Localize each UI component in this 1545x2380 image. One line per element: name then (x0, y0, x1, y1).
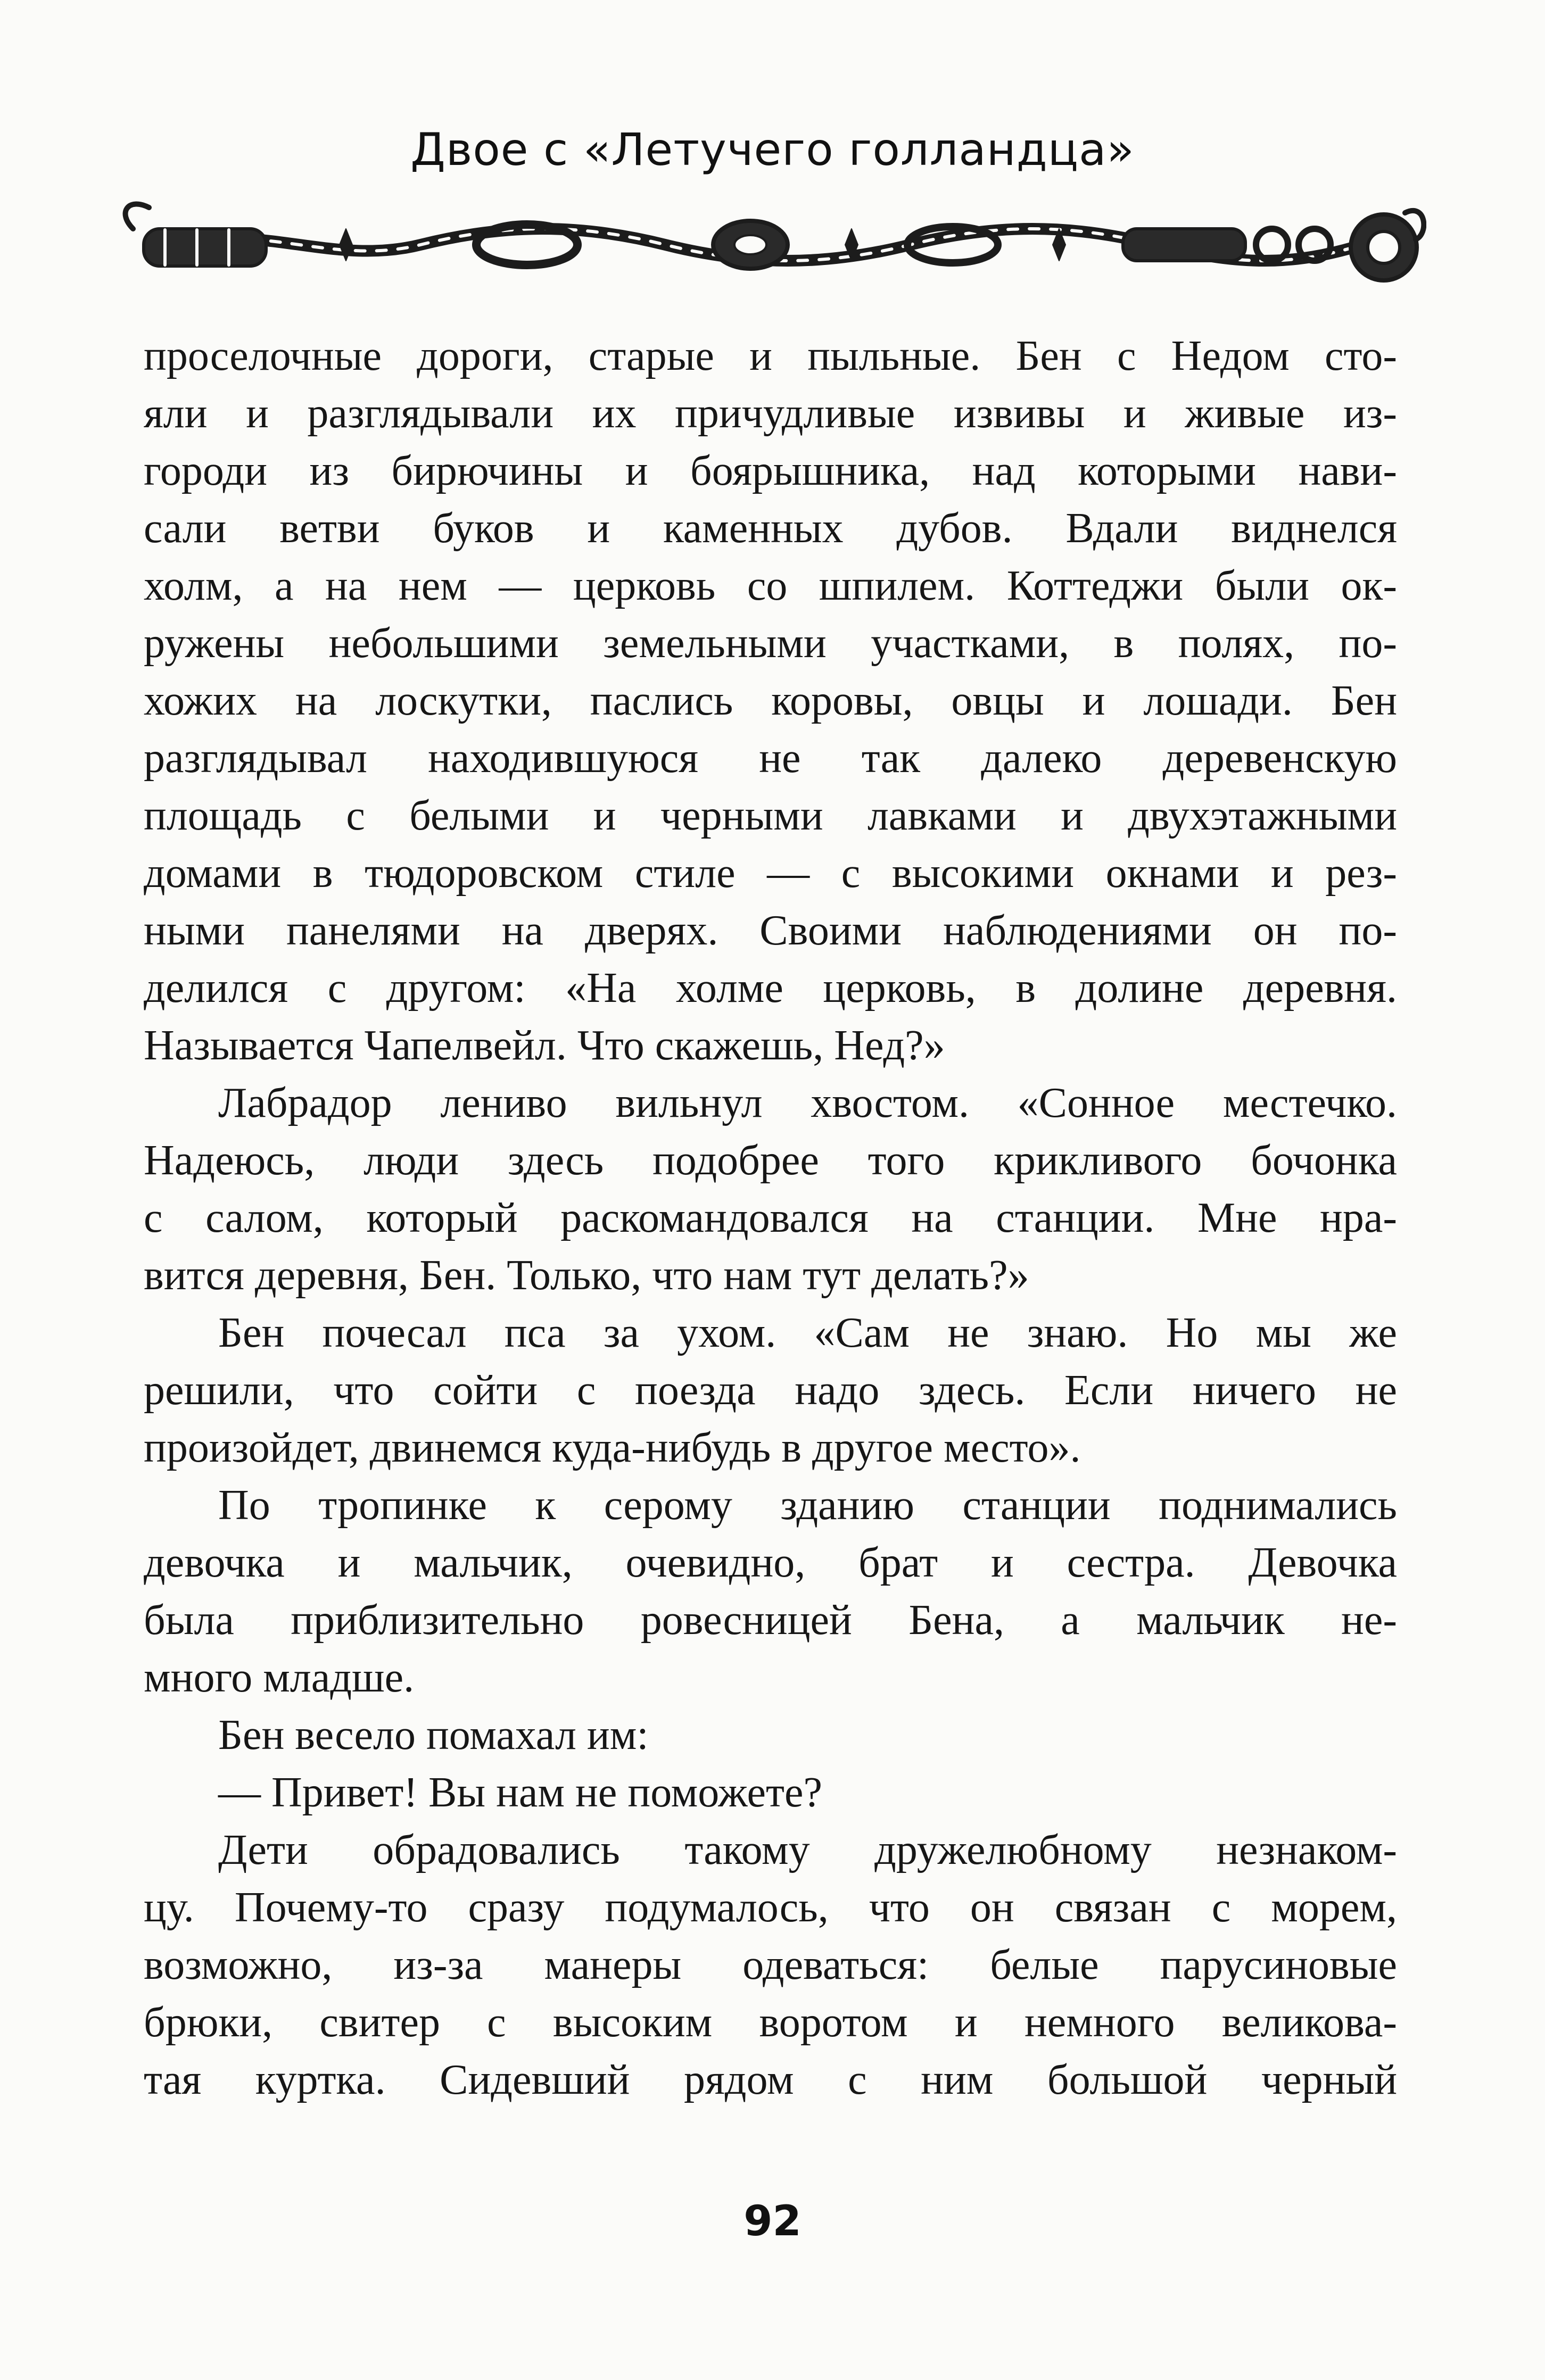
text-line: девочка и мальчик, очевидно, брат и сестра. Девочка (144, 1539, 1397, 1586)
text-line: — Привет! Вы нам не поможете? (218, 1769, 822, 1816)
text-line: Лабрадор лениво вильнул хвостом. «Сонное местечко. (218, 1080, 1397, 1126)
running-title: Двое с «Летучего голландца» (410, 123, 1135, 176)
text-line: ружены небольшими земельными участками, в полях, по- (144, 620, 1397, 667)
text-line: Называется Чапелвейл. Что скажешь, Нед?» (144, 1022, 945, 1069)
nautical-rope-border-icon (122, 192, 1426, 298)
text-line: делился с другом: «На холме церковь, в долине деревня. (144, 965, 1397, 1011)
text-line: много младше. (144, 1654, 415, 1701)
text-line: брюки, свитер с высоким воротом и немного великова- (144, 1999, 1397, 2046)
text-line: разглядывал находившуюся не так далеко деревенскую (144, 735, 1397, 782)
text-line: решили, что сойти с поезда надо здесь. Если ничего не (144, 1367, 1397, 1414)
text-line: была приблизительно ровесницей Бена, а мальчик не- (144, 1597, 1397, 1644)
text-line: ными панелями на дверях. Своими наблюдениями он по- (144, 907, 1397, 954)
text-line: Бен весело помахал им: (218, 1712, 649, 1759)
text-line: холм, а на нем — церковь со шпилем. Коттеджи были ок- (144, 562, 1397, 609)
text-line: вится деревня, Бен. Только, что нам тут делать?» (144, 1252, 1029, 1299)
text-line: с салом, который раскомандовался на станции. Мне нра- (144, 1195, 1397, 1241)
text-line: возможно, из-за манеры одеваться: белые парусиновые (144, 1942, 1397, 1988)
text-line: площадь с белыми и черными лавками и двухэтажными (144, 792, 1397, 839)
text-line: домами в тюдоровском стиле — с высокими окнами и рез- (144, 850, 1397, 897)
text-line: Надеюсь, люди здесь подобрее того крикливого бочонка (144, 1137, 1397, 1184)
text-line: сали ветви буков и каменных дубов. Вдали виднелся (144, 505, 1397, 552)
text-line: цу. Почему-то сразу подумалось, что он связан с морем, (144, 1884, 1397, 1931)
text-line: хожих на лоскутки, паслись коровы, овцы и лошади. Бен (144, 677, 1397, 724)
text-line: Бен почесал пса за ухом. «Сам не знаю. Но мы же (218, 1309, 1397, 1356)
text-line: произойдет, двинемся куда-нибудь в другое место». (144, 1424, 1081, 1471)
text-line: По тропинке к серому зданию станции поднимались (218, 1482, 1397, 1529)
text-line: проселочные дороги, старые и пыльные. Бен с Недом сто- (144, 333, 1397, 379)
text-line: тая куртка. Сидевший рядом с ним большой черный (144, 2056, 1397, 2103)
text-line: яли и разглядывали их причудливые извивы и живые из- (144, 390, 1397, 437)
page-number: 92 (743, 2197, 802, 2245)
body-text (144, 327, 1397, 2109)
text-line: Дети обрадовались такому дружелюбному незнаком- (218, 1827, 1397, 1873)
text-line: городи из бирючины и боярышника, над которыми нави- (144, 447, 1397, 494)
